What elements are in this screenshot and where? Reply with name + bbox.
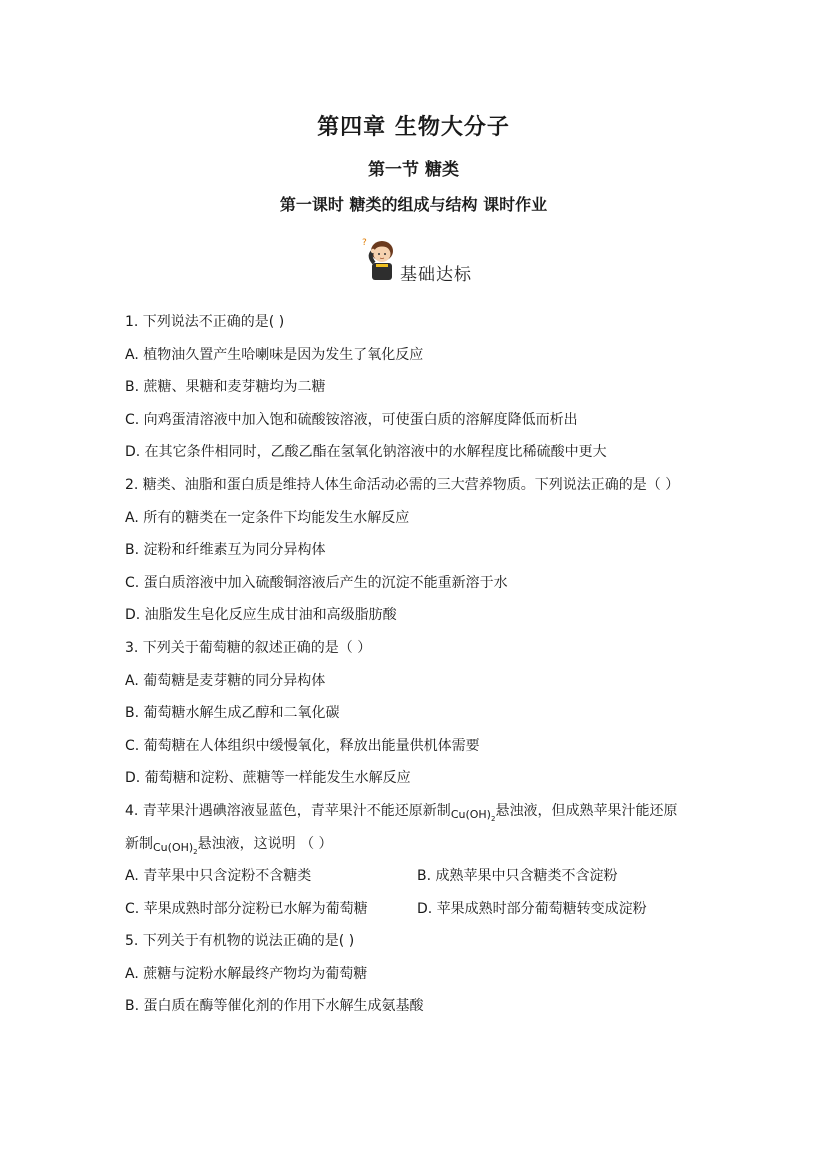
question-list xyxy=(125,312,715,1029)
question-4-option-a: A. 青苹果中只含淀粉不含糖类 xyxy=(125,868,312,885)
question-1-option-a: A. 植物油久置产生哈喇味是因为发生了氧化反应 xyxy=(125,346,424,363)
question-3-option-c: C. 葡萄糖在人体组织中缓慢氧化，释放出能量供机体需要 xyxy=(125,737,480,754)
student-thinking-icon xyxy=(360,236,400,282)
svg-text:?: ? xyxy=(362,238,367,248)
badge-label: 基础达标 xyxy=(400,265,472,285)
question-4-line2-prefix: 新制 xyxy=(125,835,153,852)
question-4-stem-part2: 悬浊液，但成熟苹果汁能还原 xyxy=(495,802,678,819)
basic-badge xyxy=(360,236,490,286)
question-4-line2-suffix: 悬浊液，这说明 （ ） xyxy=(197,835,333,852)
question-4-option-c: C. 苹果成熟时部分淀粉已水解为葡萄糖 xyxy=(125,900,368,917)
question-3-option-d: D. 葡萄糖和淀粉、蔗糖等一样能发生水解反应 xyxy=(125,770,411,787)
question-1-option-b: B. 蔗糖、果糖和麦芽糖均为二糖 xyxy=(125,379,326,396)
question-4-stem-line2 xyxy=(125,834,715,867)
cuoh2-formula: Cu(OH)2 xyxy=(450,807,496,824)
question-1-stem: 1. 下列说法不正确的是( ) xyxy=(125,314,285,330)
question-2-option-b: B. 淀粉和纤维素互为同分异构体 xyxy=(125,542,326,559)
question-4-options-row-2 xyxy=(125,899,715,932)
question-5-stem: 5. 下列关于有机物的说法正确的是( ) xyxy=(125,933,355,950)
question-3-stem: 3. 下列关于葡萄糖的叙述正确的是（ ） xyxy=(125,639,372,656)
question-5-option-b: B. 蛋白质在酶等催化剂的作用下水解生成氨基酸 xyxy=(125,998,424,1015)
cuoh2-formula: Cu(OH)2 xyxy=(153,840,198,856)
question-1-option-d: D. 在其它条件相同时，乙酸乙酯在氢氧化钠溶液中的水解程度比稀硫酸中更大 xyxy=(125,444,607,461)
question-2-option-a: A. 所有的糖类在一定条件下均能发生水解反应 xyxy=(125,509,410,526)
question-4-option-b: B. 成熟苹果中只含糖类不含淀粉 xyxy=(417,868,618,885)
question-4-stem-part1: 4. 青苹果汁遇碘溶液显蓝色，青苹果汁不能还原新制 xyxy=(125,802,451,819)
question-4-options-row-1 xyxy=(125,866,715,899)
question-5-option-a: A. 蔗糖与淀粉水解最终产物均为葡萄糖 xyxy=(125,965,368,982)
question-2-option-d: D. 油脂发生皂化反应生成甘油和高级脂肪酸 xyxy=(125,607,397,624)
question-3-option-b: B. 葡萄糖水解生成乙醇和二氧化碳 xyxy=(125,705,340,722)
question-2-option-c: C. 蛋白质溶液中加入硫酸铜溶液后产生的沉淀不能重新溶于水 xyxy=(125,574,508,591)
chapter-title: 第四章 生物大分子 xyxy=(317,115,510,140)
question-3-option-a: A. 葡萄糖是麦芽糖的同分异构体 xyxy=(125,672,326,689)
question-4-stem-line1 xyxy=(125,801,715,834)
section-title: 第一节 糖类 xyxy=(368,160,459,180)
question-4-option-d: D. 苹果成熟时部分葡萄糖转变成淀粉 xyxy=(417,900,647,917)
question-2-stem: 2. 糖类、油脂和蛋白质是维持人体生命活动必需的三大营养物质。下列说法正确的是（ ） xyxy=(125,476,680,493)
lesson-title: 第一课时 糖类的组成与结构 课时作业 xyxy=(279,195,548,214)
question-1-option-c: C. 向鸡蛋清溶液中加入饱和硫酸铵溶液，可使蛋白质的溶解度降低而析出 xyxy=(125,411,578,428)
